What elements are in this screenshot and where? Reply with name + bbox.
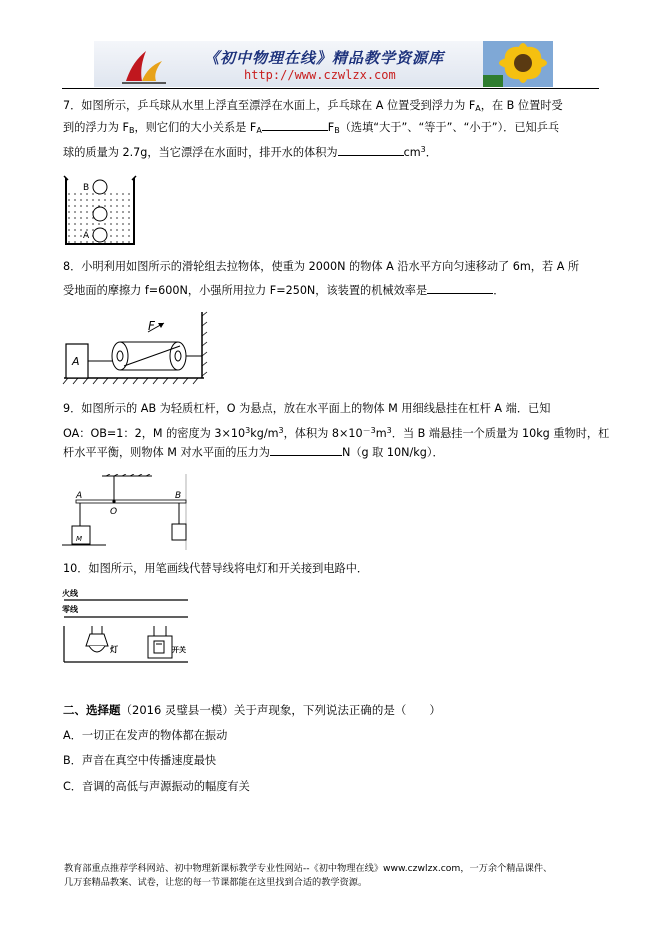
site-logo-icon xyxy=(116,41,176,87)
q10-label-lamp: 灯 xyxy=(110,645,118,654)
header-rule xyxy=(62,88,599,89)
q7-beaker-figure xyxy=(62,170,140,248)
header-banner xyxy=(94,41,553,87)
q9-fig-label-a: A xyxy=(76,491,83,501)
section2-heading: 二、选择题（2016 灵璧县一模）关于声现象，下列说法正确的是（ ） xyxy=(63,703,441,717)
banner-title: 《初中物理在线》精品教学资源库 xyxy=(204,49,445,67)
q7-line2: 到的浮力为 $F_B$，则它们的大小关系是 $F_A$ $F_B$（选填“大于”、“等于”、“小于”）．已知乒乓 xyxy=(63,117,559,142)
q8-answer-blank[interactable] xyxy=(427,281,493,294)
q7-fig-label-a: A xyxy=(83,231,90,241)
sunflower-icon xyxy=(483,41,553,87)
q9-fig-label-m: M xyxy=(76,535,83,543)
q7-fig-label-b: B xyxy=(83,183,90,193)
q9-fig-label-o: O xyxy=(110,507,118,517)
q8-line2: 受地面的摩擦力 f=600N，小强所用拉力 F=250N，该装置的机械效率是 ． xyxy=(63,280,504,302)
q9-line2: OA：OB=1：2，M 的密度为 $3\times 10^3kg/m^3$，体积为 $8\times 10^{-3}m^3$．当 B 端悬挂一个质量为 10kg 重物时，杠 xyxy=(63,426,610,440)
footer-line2: 几万套精品教案、试卷，让您的每一节课都能在这里找到合适的教学资源。 xyxy=(64,877,368,888)
q8-fig-label-f: F xyxy=(148,319,155,333)
q7-answer-blank-2[interactable] xyxy=(338,143,404,156)
option-b[interactable]: B．声音在真空中传播速度最快 xyxy=(63,754,217,767)
q10-circuit-figure xyxy=(62,586,192,666)
q9-line1: 9．如图所示的 AB 为轻质杠杆，O 为悬点，放在水平面上的物体 M 用细线悬挂在杠杆 A 端．已知 xyxy=(63,402,551,415)
q10-label-switch: 开关 xyxy=(172,646,186,654)
q7-line1: 7．如图所示，乒乓球从水里上浮直至漂浮在水面上，乒乓球在 A 位置受到浮力为 $F_A$，在 B 位置时受 xyxy=(63,99,563,113)
q8-fig-label-a: A xyxy=(72,355,80,368)
q10-label-neutral: 零线 xyxy=(62,605,78,614)
q9-fig-label-b: B xyxy=(175,491,182,501)
q7-answer-blank-1[interactable] xyxy=(262,118,328,131)
q9-lever-figure xyxy=(62,474,192,550)
q9-line3: 杆水平平衡，则物体 M 对水平面的压力为 N（g 取 10N/kg）． xyxy=(63,442,444,464)
option-a[interactable]: A．一切正在发声的物体都在振动 xyxy=(63,729,228,742)
q7-line3: 球的质量为 2.7g，当它漂浮在水面时，排开水的体积为 $cm^3$． xyxy=(63,145,437,159)
option-c[interactable]: C．音调的高低与声源振动的幅度有关 xyxy=(63,780,250,793)
q10-line1: 10．如图所示，用笔画线代替导线将电灯和开关接到电路中． xyxy=(63,562,369,575)
q10-label-live: 火线 xyxy=(62,589,78,598)
q8-line1: 8．小明利用如图所示的滑轮组去拉物体，使重为 2000N 的物体 A 沿水平方向匀速移动了 6m，若 A 所 xyxy=(63,260,580,273)
footer-line1: 教育部重点推荐学科网站、初中物理新课标教学专业性网站--《初中物理在线》www.czwlzx.com，一万余个精品课件、 xyxy=(64,863,553,874)
banner-url[interactable]: http://www.czwlzx.com xyxy=(244,68,396,82)
q8-pulley-figure xyxy=(62,310,210,390)
q9-answer-blank[interactable] xyxy=(270,443,342,456)
